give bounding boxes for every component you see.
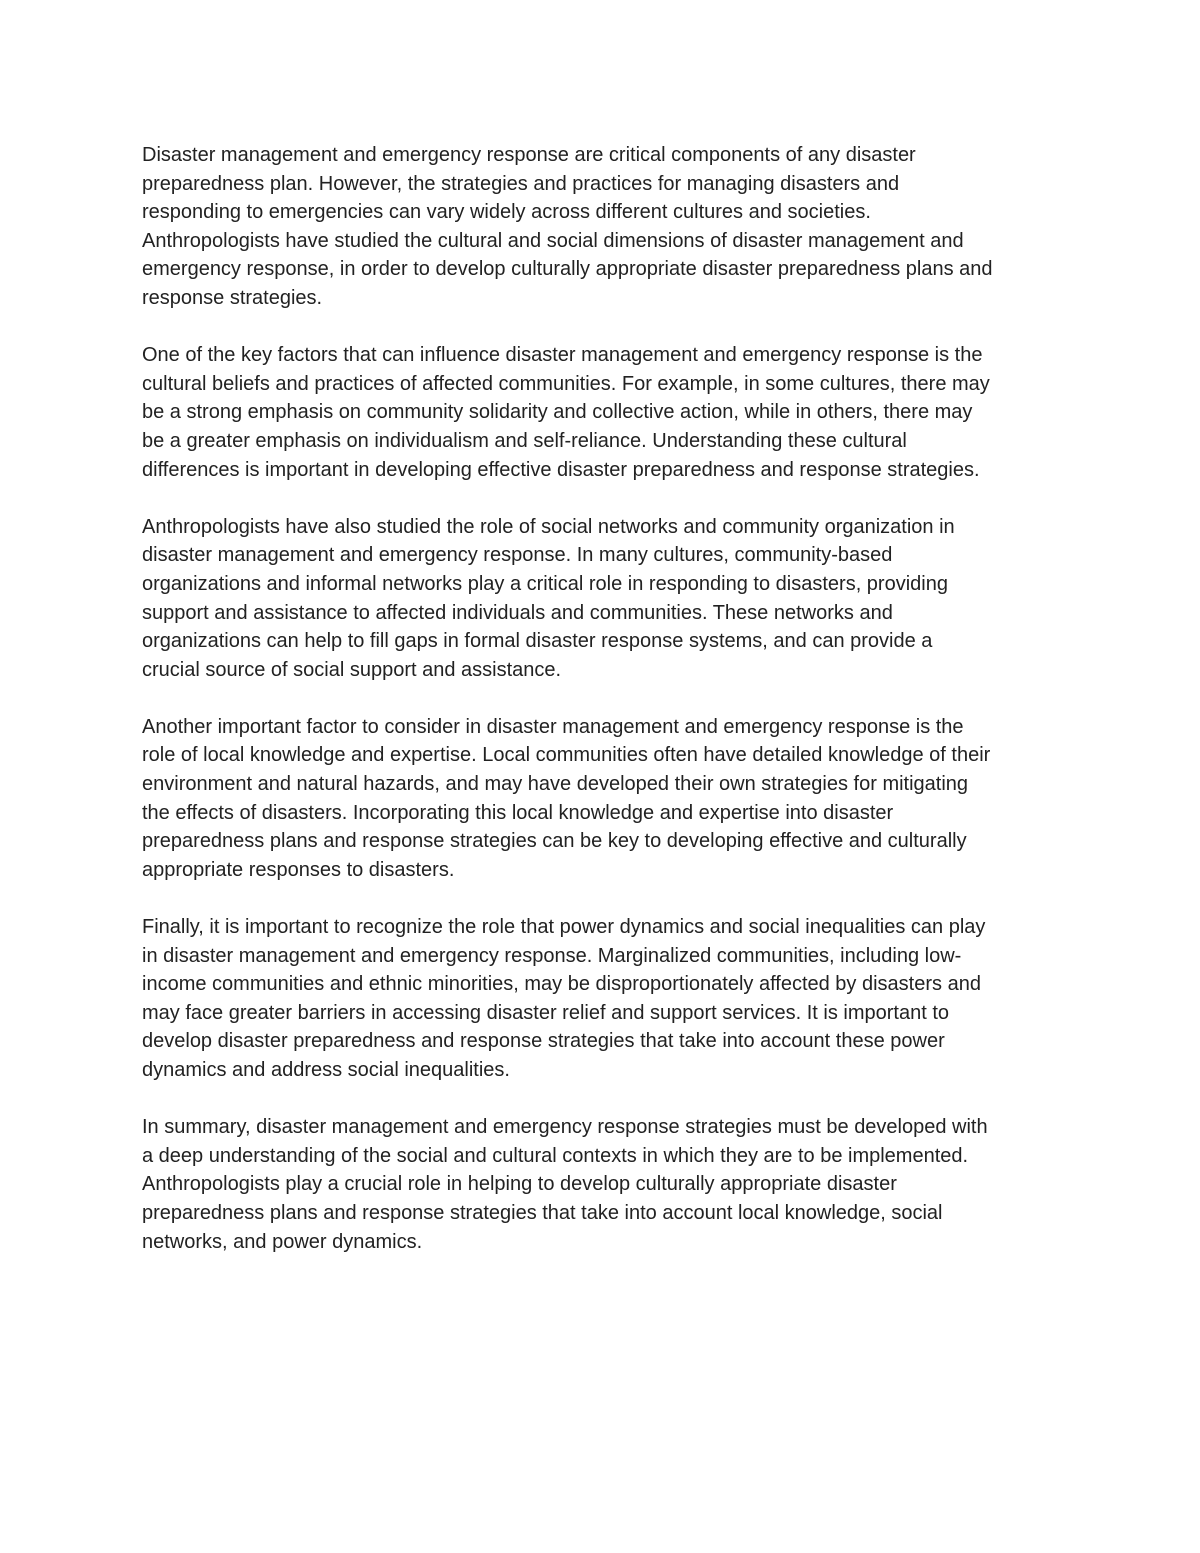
- paragraph-3: [142, 513, 1072, 685]
- text-line: crucial source of social support and assistance.: [142, 658, 562, 681]
- text-line: appropriate responses to disasters.: [142, 858, 455, 881]
- paragraph-5: [142, 913, 1072, 1085]
- text-line: Anthropologists have also studied the role of social networks and community organization in: [142, 515, 955, 538]
- text-line: One of the key factors that can influence disaster management and emergency response is the: [142, 344, 983, 367]
- text-line: may face greater barriers in accessing disaster relief and support services. It is important to: [142, 1001, 950, 1024]
- text-line: a deep understanding of the social and cultural contexts in which they are to be implemented.: [142, 1144, 969, 1167]
- text-line: response strategies.: [142, 286, 323, 309]
- document-body: [142, 141, 1072, 1285]
- text-line: preparedness plan. However, the strategies and practices for managing disasters and: [142, 172, 900, 195]
- text-line: preparedness plans and response strategies can be key to developing effective and culturally: [142, 830, 967, 853]
- paragraph-4: [142, 713, 1072, 885]
- text-line: disaster management and emergency response. In many cultures, community-based: [142, 544, 893, 567]
- text-line: differences is important in developing effective disaster preparedness and response strategies.: [142, 458, 980, 481]
- text-line: be a greater emphasis on individualism and self-reliance. Understanding these cultural: [142, 429, 907, 452]
- text-line: organizations can help to fill gaps in formal disaster response systems, and can provide a: [142, 630, 933, 653]
- text-line: cultural beliefs and practices of affected communities. For example, in some cultures, there may: [142, 372, 990, 395]
- text-line: income communities and ethnic minorities, may be disproportionately affected by disasters and: [142, 973, 981, 996]
- text-line: Disaster management and emergency response are critical components of any disaster: [142, 144, 916, 166]
- paragraph-2: [142, 341, 1072, 484]
- text-line: Anthropologists have studied the cultural and social dimensions of disaster management and: [142, 229, 964, 252]
- text-line: role of local knowledge and expertise. Local communities often have detailed knowledge of their: [142, 744, 991, 767]
- text-line: preparedness plans and response strategies that take into account local knowledge, social: [142, 1201, 943, 1224]
- text-line: networks, and power dynamics.: [142, 1230, 423, 1253]
- text-line: support and assistance to affected individuals and communities. These networks and: [142, 601, 893, 624]
- paragraph-1: [142, 141, 1072, 313]
- text-line: organizations and informal networks play a critical role in responding to disasters, providing: [142, 572, 948, 595]
- text-line: In summary, disaster management and emergency response strategies must be developed with: [142, 1116, 988, 1139]
- text-line: responding to emergencies can vary widely across different cultures and societies.: [142, 201, 871, 224]
- text-line: develop disaster preparedness and response strategies that take into account these power: [142, 1030, 945, 1053]
- text-line: environment and natural hazards, and may have developed their own strategies for mitigating: [142, 773, 969, 796]
- text-line: be a strong emphasis on community solidarity and collective action, while in others, there may: [142, 401, 973, 424]
- text-line: in disaster management and emergency response. Marginalized communities, including low-: [142, 944, 962, 967]
- text-line: emergency response, in order to develop culturally appropriate disaster preparedness plans and: [142, 258, 993, 281]
- text-line: Anthropologists play a crucial role in helping to develop culturally appropriate disaster: [142, 1173, 897, 1196]
- text-line: Finally, it is important to recognize the role that power dynamics and social inequalities can play: [142, 916, 986, 939]
- text-line: dynamics and address social inequalities.: [142, 1059, 510, 1081]
- paragraph-6: [142, 1113, 1072, 1256]
- text-line: the effects of disasters. Incorporating this local knowledge and expertise into disaster: [142, 801, 894, 824]
- text-line: Another important factor to consider in disaster management and emergency response is the: [142, 715, 964, 738]
